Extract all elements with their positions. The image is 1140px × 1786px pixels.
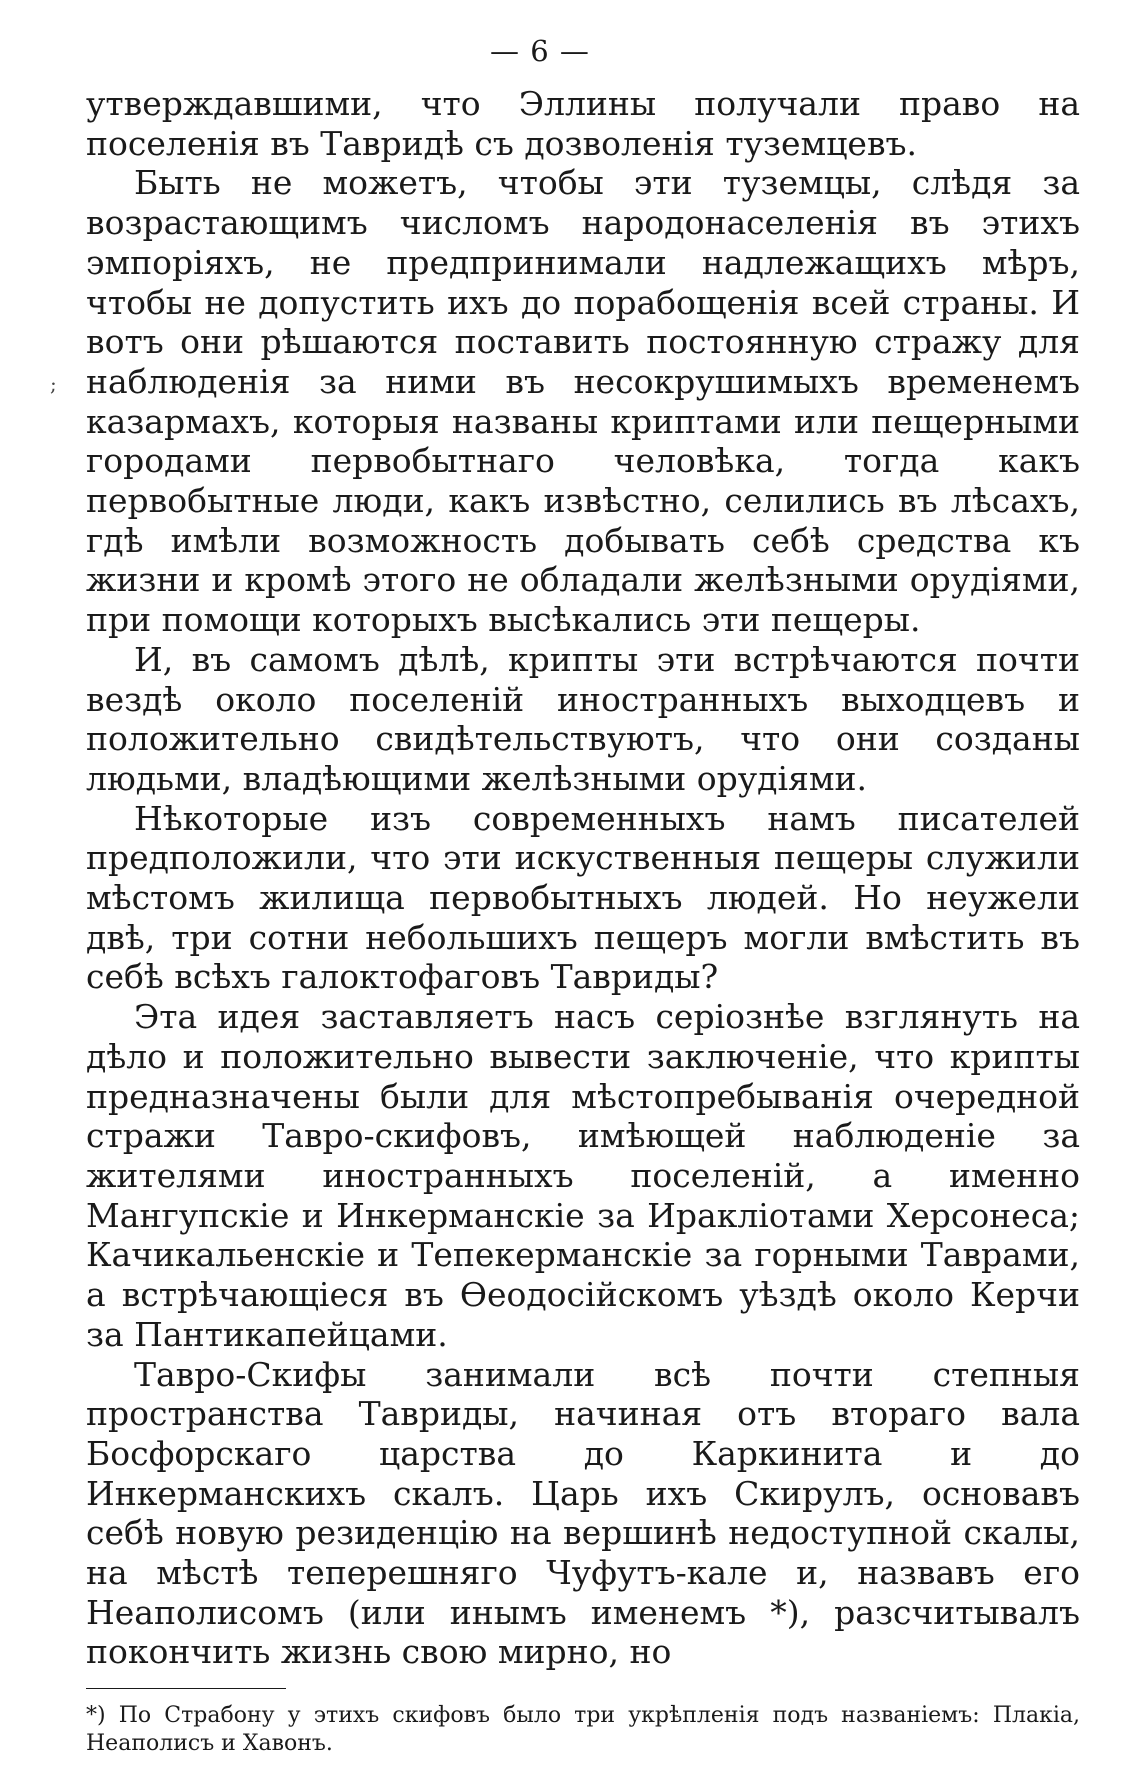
paragraph-5: Эта идея заставляетъ насъ серіознѣе взглянуть на дѣло и положительно вывести заключеніе, что крипты предназначены были для мѣстопребыванія очередной стражи Тавро-скифовъ, имѣющей наблюденіе за жителями иностранныхъ поселеній, а именно Мангупскіе и Инкерманскіе за Ираклiотами Херсонеса; Качикальенскіе и Тепекерманскіе за горными Таврами, а встрѣчающіеся въ Ѳеодосійскомъ уѣздѣ около Керчи за Пантикапейцами. [86,997,1080,1354]
margin-mark: ; [50,372,57,396]
paragraph-3: И, въ самомъ дѣлѣ, крипты эти встрѣчаются почти вездѣ около поселеній иностранныхъ выходцевъ и положительно свидѣтельствуютъ, что они созданы людьми, владѣющими желѣзными орудіями. [86,639,1080,798]
paragraph-2: Быть не можетъ, чтобы эти туземцы, слѣдя за возрастающимъ числомъ народонаселенія въ этихъ эмпоріяхъ, не предпринимали надлежащихъ мѣръ, чтобы не допустить ихъ до порабощенія всей страны. И вотъ они рѣшаются поставить постоянную стражу для наблюденія за ними въ несокрушимыхъ временемъ казармахъ, которыя названы криптами или пещерными городами первобытнаго человѣка, тогда какъ первобытные люди, какъ извѣстно, селились въ лѣсахъ, гдѣ имѣли возможность добывать себѣ средства къ жизни и кромѣ этого не обладали желѣзными орудіями, при помощи которыхъ высѣкались эти пещеры. [86,163,1080,640]
body-text [86,84,1080,1672]
paragraph-1: утверждавшими, что Эллины получали право на поселенія въ Тавридѣ съ дозволенія туземцевъ. [86,84,1080,163]
footnote-rule [86,1688,286,1689]
page-number: — 6 — [490,34,590,68]
footnote-text: *) По Страбону у этихъ скифовъ было три укрѣпленія подъ названіемъ: Плакіа, Неаполисъ и Хавонъ. [86,1703,1080,1756]
paragraph-6: Тавро-Скифы занимали всѣ почти степныя пространства Тавриды, начиная отъ втораго вала Босфорскаго царства до Каркинита и до Инкерманскихъ скалъ. Царь ихъ Скирулъ, основавъ себѣ новую резиденцію на вершинѣ недоступной скалы, на мѣстѣ теперешняго Чуфутъ-кале и, назвавъ его Неаполисомъ (или инымъ именемъ *), разсчитывалъ покончить жизнь свою мирно, но [86,1354,1080,1672]
paragraph-4: Нѣкоторые изъ современныхъ намъ писателей предположили, что эти искуственныя пещеры служили мѣстомъ жилища первобытныхъ людей. Но неужели двѣ, три сотни небольшихъ пещеръ могли вмѣстить въ себѣ всѣхъ галоктофаговъ Тавриды? [86,798,1080,997]
